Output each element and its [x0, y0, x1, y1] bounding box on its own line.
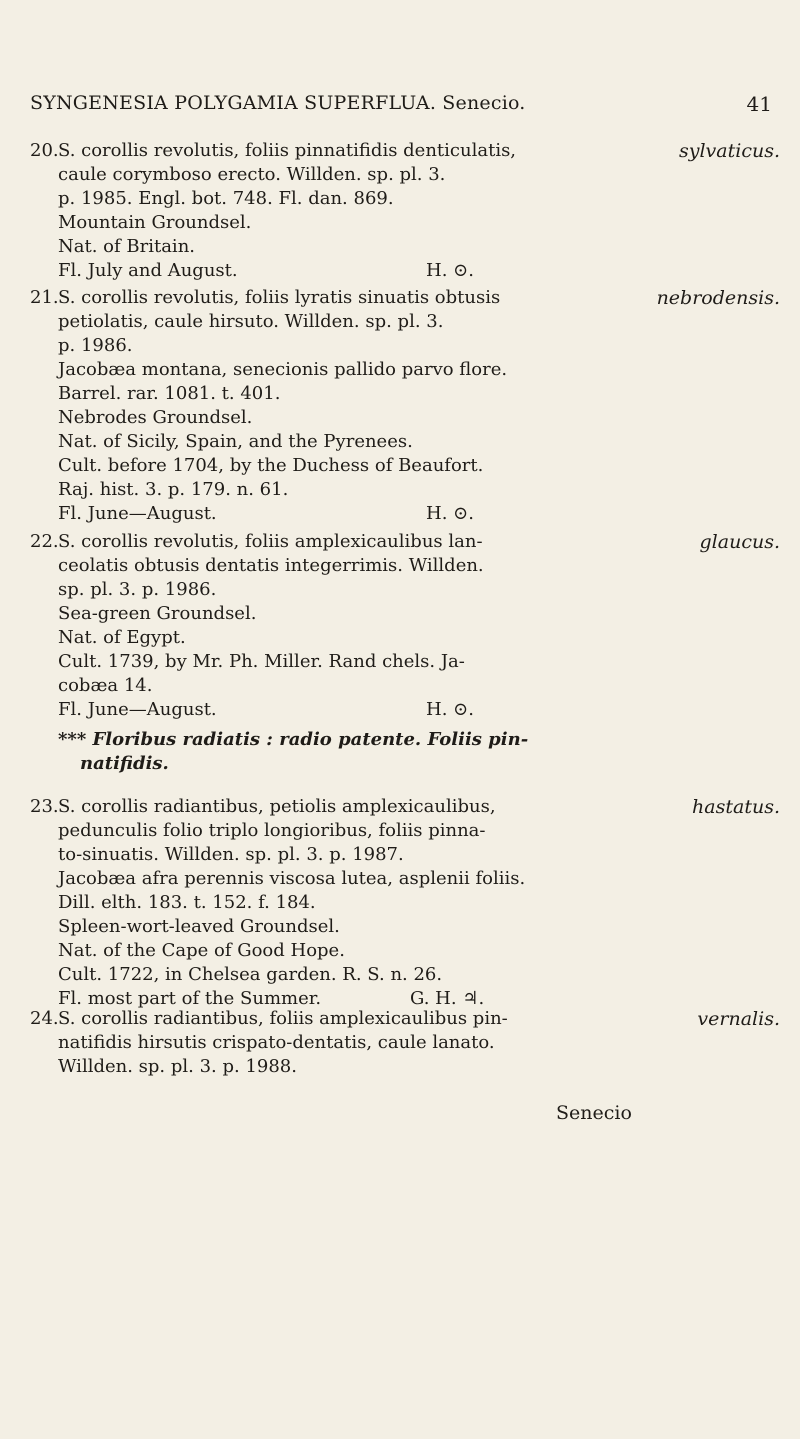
- running-header: [30, 86, 772, 126]
- entry-line: Dill. elth. 183. t. 152. f. 184.: [58, 892, 316, 913]
- species-name: sylvaticus.: [678, 140, 780, 162]
- species-name: hastatus.: [692, 796, 780, 818]
- entry-line: [30, 139, 780, 163]
- flowering-text: Fl. June—August.: [58, 699, 217, 720]
- entry-number: 20.: [30, 140, 59, 161]
- entry-text: S. corollis revolutis, foliis pinnatifidis denticulatis,: [58, 140, 517, 161]
- entry-line: Nat. of Britain.: [58, 236, 196, 257]
- entry-line: p. 1986.: [58, 335, 133, 356]
- entry-line: Cult. before 1704, by the Duchess of Beaufort.: [58, 455, 484, 476]
- entry-line: caule corymboso erecto. Willden. sp. pl. 3.: [58, 164, 446, 185]
- entry-line: Nat. of the Cape of Good Hope.: [58, 940, 345, 961]
- flowering-text: Fl. June—August.: [58, 503, 217, 524]
- entry-line: Nat. of Sicily, Spain, and the Pyrenees.: [58, 431, 413, 452]
- entry-line: Mountain Groundsel.: [58, 212, 252, 233]
- entry-text: S. corollis revolutis, foliis amplexicaulibus lan-: [58, 531, 483, 552]
- section-heading-line: natifidis.: [80, 753, 169, 774]
- entry-line: pedunculis folio triplo longioribus, foliis pinna-: [58, 820, 486, 841]
- entry-line: Barrel. rar. 1081. t. 401.: [58, 383, 281, 404]
- entry-line: Cult. 1739, by Mr. Ph. Miller. Rand chels. Ja-: [58, 651, 465, 672]
- flowering-text: Fl. July and August.: [58, 260, 238, 281]
- entry-number: 22.: [30, 531, 59, 552]
- page-number: 41: [746, 92, 772, 116]
- habit-symbol: G. H. ♃.: [410, 988, 485, 1009]
- habit-symbol: H. ⊙.: [426, 503, 474, 524]
- section-heading: [58, 728, 758, 776]
- entry-line: [30, 502, 780, 526]
- entry-line: Cult. 1722, in Chelsea garden. R. S. n. 26.: [58, 964, 443, 985]
- species-name: glaucus.: [699, 531, 780, 553]
- entry-number: 21.: [30, 287, 59, 308]
- habit-symbol: H. ⊙.: [426, 260, 474, 281]
- entry-22: [30, 530, 780, 722]
- entry-line: [30, 259, 780, 283]
- section-heading-line: *** Floribus radiatis : radio patente. Foliis pin-: [58, 729, 529, 750]
- entry-line: to-sinuatis. Willden. sp. pl. 3. p. 1987.: [58, 844, 404, 865]
- entry-line: Nebrodes Groundsel.: [58, 407, 253, 428]
- flowering-text: Fl. most part of the Summer.: [58, 988, 322, 1009]
- running-title: SYNGENESIA POLYGAMIA SUPERFLUA. Senecio.: [30, 92, 526, 114]
- entry-line: natifidis hirsutis crispato-dentatis, caule lanato.: [58, 1032, 495, 1053]
- entry-text: S. corollis revolutis, foliis lyratis sinuatis obtusis: [58, 287, 501, 308]
- entry-line: cobæa 14.: [58, 675, 153, 696]
- entry-line: [30, 698, 780, 722]
- entry-line: [30, 286, 780, 310]
- entry-number: 24.: [30, 1008, 59, 1029]
- entry-number: 23.: [30, 796, 59, 817]
- entry-line: Nat. of Egypt.: [58, 627, 186, 648]
- entry-line: Jacobæa afra perennis viscosa lutea, asplenii foliis.: [58, 868, 526, 889]
- entry-text: S. corollis radiantibus, petiolis amplexicaulibus,: [58, 796, 496, 817]
- entry-23: [30, 795, 780, 1011]
- entry-line: Raj. hist. 3. p. 179. n. 61.: [58, 479, 289, 500]
- entry-line: petiolatis, caule hirsuto. Willden. sp. pl. 3.: [58, 311, 444, 332]
- entry-line: p. 1985. Engl. bot. 748. Fl. dan. 869.: [58, 188, 394, 209]
- entry-line: Willden. sp. pl. 3. p. 1988.: [58, 1056, 297, 1077]
- species-name: vernalis.: [697, 1008, 780, 1030]
- catchword: Senecio: [556, 1102, 632, 1124]
- entry-line: [30, 530, 780, 554]
- entry-line: sp. pl. 3. p. 1986.: [58, 579, 217, 600]
- entry-24: [30, 1007, 780, 1079]
- entry-line: Sea-green Groundsel.: [58, 603, 257, 624]
- species-name: nebrodensis.: [656, 287, 780, 309]
- entry-line: ceolatis obtusis dentatis integerrimis. Willden.: [58, 555, 484, 576]
- entry-line: [30, 795, 780, 819]
- entry-line: Jacobæa montana, senecionis pallido parvo flore.: [58, 359, 508, 380]
- habit-symbol: H. ⊙.: [426, 699, 474, 720]
- entry-21: [30, 286, 780, 526]
- entry-line: [30, 1007, 780, 1031]
- entry-20: [30, 139, 780, 283]
- entry-text: S. corollis radiantibus, foliis amplexicaulibus pin-: [58, 1008, 508, 1029]
- entry-line: Spleen-wort-leaved Groundsel.: [58, 916, 340, 937]
